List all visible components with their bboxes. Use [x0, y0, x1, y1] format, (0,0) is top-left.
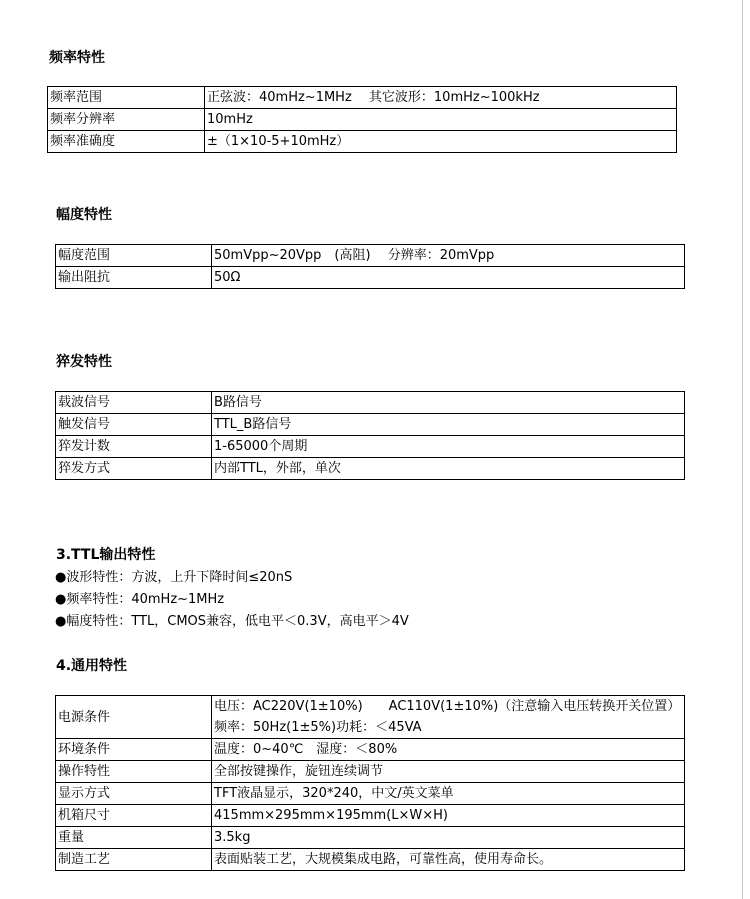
table-row	[56, 827, 685, 849]
row-value: TTL_B路信号	[212, 414, 685, 436]
row-value: 415mm×295mm×195mm(L×W×H)	[212, 805, 685, 827]
table-row	[56, 458, 685, 480]
table-row	[56, 849, 685, 871]
ttl-bullet-waveform: ●波形特性：方波，上升下降时间≤20nS	[55, 570, 293, 585]
row-label: 重量	[56, 827, 212, 849]
burst-section-title: 猝发特性	[56, 354, 112, 370]
row-value: 内部TTL，外部，单次	[212, 458, 685, 480]
row-value: 3.5kg	[212, 827, 685, 849]
general-section-title: 4.通用特性	[56, 658, 128, 674]
table-row	[56, 783, 685, 805]
row-label: 机箱尺寸	[56, 805, 212, 827]
row-label: 猝发方式	[56, 458, 212, 480]
row-value: 温度：0~40℃ 湿度：＜80%	[212, 739, 685, 761]
row-label: 触发信号	[56, 414, 212, 436]
row-value: TFT液晶显示，320*240，中文/英文菜单	[212, 783, 685, 805]
row-label: 制造工艺	[56, 849, 212, 871]
row-label: 电源条件	[56, 696, 212, 739]
table-row	[56, 245, 685, 267]
row-label: 输出阻抗	[56, 267, 212, 289]
row-value: 电压：AC220V(1±10%) AC110V(1±10%)（注意输入电压转换开关位置）频率：50Hz(1±5%)功耗：＜45VA	[212, 696, 685, 739]
ttl-bullet-amplitude: ●幅度特性：TTL，CMOS兼容，低电平＜0.3V，高电平＞4V	[55, 614, 409, 629]
row-label: 显示方式	[56, 783, 212, 805]
row-value: 表面贴装工艺，大规模集成电路，可靠性高，使用寿命长。	[212, 849, 685, 871]
table-row	[56, 696, 685, 739]
row-value: 1-65000个周期	[212, 436, 685, 458]
table-row	[56, 739, 685, 761]
row-value: 50mVpp~20Vpp (高阻) 分辨率：20mVpp	[212, 245, 685, 267]
row-value: B路信号	[212, 392, 685, 414]
table-row	[56, 805, 685, 827]
ttl-bullet-frequency: ●频率特性：40mHz~1MHz	[55, 592, 225, 607]
row-value: 50Ω	[212, 267, 685, 289]
table-row	[56, 761, 685, 783]
row-label: 猝发计数	[56, 436, 212, 458]
table-row	[56, 436, 685, 458]
row-label: 载波信号	[56, 392, 212, 414]
amp-spec-table	[55, 244, 685, 289]
table-row	[56, 392, 685, 414]
row-label: 频率准确度	[48, 131, 205, 153]
row-value: 正弦波：40mHz~1MHz 其它波形：10mHz~100kHz	[205, 87, 677, 109]
row-label: 操作特性	[56, 761, 212, 783]
general-spec-table	[55, 695, 685, 871]
table-row	[48, 109, 677, 131]
row-label: 环境条件	[56, 739, 212, 761]
freq-section-title: 频率特性	[49, 50, 105, 66]
row-label: 频率范围	[48, 87, 205, 109]
amp-section-title: 幅度特性	[56, 207, 112, 223]
row-value: 10mHz	[205, 109, 677, 131]
freq-spec-table	[47, 86, 677, 153]
table-row	[56, 414, 685, 436]
table-row	[48, 131, 677, 153]
table-row	[48, 87, 677, 109]
row-label: 幅度范围	[56, 245, 212, 267]
table-row	[56, 267, 685, 289]
page-right-border	[742, 0, 743, 899]
row-value: ±（1×10-5+10mHz）	[205, 131, 677, 153]
row-value: 全部按键操作，旋钮连续调节	[212, 761, 685, 783]
row-label: 频率分辨率	[48, 109, 205, 131]
ttl-section-title: 3.TTL输出特性	[56, 547, 156, 563]
burst-spec-table	[55, 391, 685, 480]
